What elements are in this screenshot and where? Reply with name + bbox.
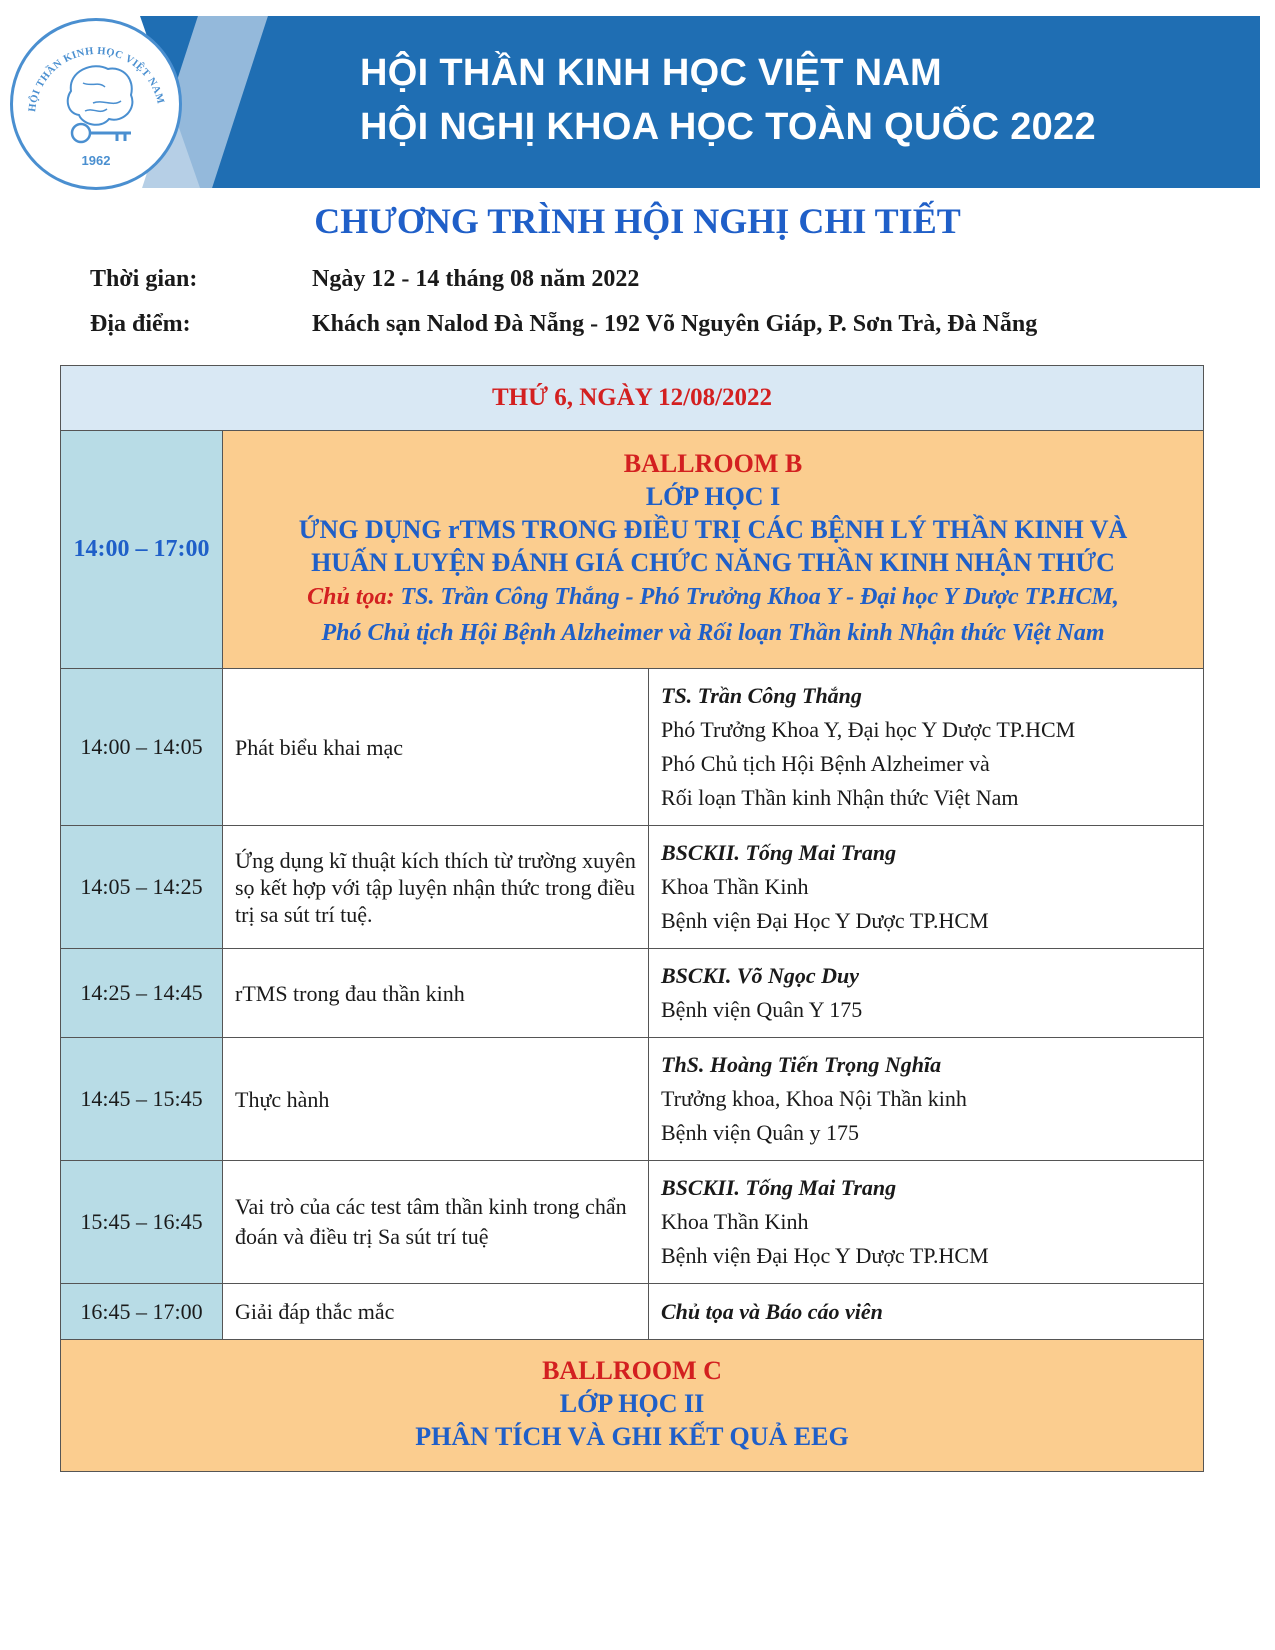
agenda-time: 14:05 – 14:25 bbox=[61, 826, 223, 949]
schedule-table bbox=[60, 365, 1203, 1472]
agenda-speaker-cell bbox=[649, 1161, 1204, 1284]
agenda-speaker-cell bbox=[649, 1284, 1204, 1340]
agenda-topic: Phát biểu khai mạc bbox=[223, 669, 649, 826]
session-row bbox=[61, 1340, 1204, 1472]
speaker-affiliation: Khoa Thần Kinh bbox=[661, 1209, 809, 1234]
table-row bbox=[61, 1161, 1204, 1284]
banner-title-line1: HỘI THẦN KINH HỌC VIỆT NAM bbox=[360, 52, 943, 94]
time-value: Ngày 12 - 14 tháng 08 năm 2022 bbox=[312, 266, 640, 292]
speaker-affiliation: Bệnh viện Quân Y 175 bbox=[661, 997, 863, 1022]
session-class: LỚP HỌC I bbox=[645, 481, 781, 511]
table-row bbox=[61, 1038, 1204, 1161]
speaker-name: TS. Trần Công Thắng bbox=[661, 683, 862, 708]
table-row bbox=[61, 669, 1204, 826]
table-row bbox=[61, 1284, 1204, 1340]
agenda-speaker-cell bbox=[649, 669, 1204, 826]
association-logo bbox=[10, 18, 182, 190]
agenda-topic: Vai trò của các test tâm thần kinh trong chẩn đoán và điều trị Sa sút trí tuệ bbox=[223, 1161, 649, 1284]
speaker-affiliation: Phó Chủ tịch Hội Bệnh Alzheimer và bbox=[661, 751, 990, 776]
session-title-line1: ỨNG DỤNG rTMS TRONG ĐIỀU TRỊ CÁC BỆNH LÝ THẦN KINH VÀ bbox=[298, 514, 1128, 544]
agenda-topic: rTMS trong đau thần kinh bbox=[223, 949, 649, 1038]
session-info-cell bbox=[61, 1340, 1204, 1472]
session-row bbox=[61, 431, 1204, 669]
speaker-affiliation: Phó Trưởng Khoa Y, Đại học Y Dược TP.HCM bbox=[661, 717, 1076, 742]
place-label: Địa điểm: bbox=[90, 311, 191, 337]
session-chair-line2: Phó Chủ tịch Hội Bệnh Alzheimer và Rối loạn Thần kinh Nhận thức Việt Nam bbox=[321, 619, 1105, 646]
session-room: BALLROOM B bbox=[623, 448, 803, 478]
agenda-time: 15:45 – 16:45 bbox=[61, 1161, 223, 1284]
agenda-time: 14:25 – 14:45 bbox=[61, 949, 223, 1038]
chair-name: TS. Trần Công Thắng - Phó Trưởng Khoa Y - Đại học Y Dược TP.HCM, bbox=[394, 583, 1119, 610]
session-class: LỚP HỌC II bbox=[559, 1389, 705, 1418]
session-info-cell bbox=[223, 431, 1204, 669]
speaker-affiliation: Rối loạn Thần kinh Nhận thức Việt Nam bbox=[661, 785, 1019, 810]
agenda-topic: Giải đáp thắc mắc bbox=[223, 1284, 649, 1340]
session-title: PHÂN TÍCH VÀ GHI KẾT QUẢ EEG bbox=[415, 1422, 849, 1451]
session-time: 14:00 – 17:00 bbox=[73, 536, 210, 562]
day-header-row bbox=[61, 366, 1204, 431]
page-title: CHƯƠNG TRÌNH HỘI NGHỊ CHI TIẾT bbox=[314, 201, 961, 241]
chair-label: Chủ tọa: bbox=[307, 583, 395, 610]
place-value: Khách sạn Nalod Đà Nẵng - 192 Võ Nguyên Giáp, P. Sơn Trà, Đà Nẵng bbox=[312, 311, 1038, 337]
logo-ring-text: HỘI THẦN KINH HỌC VIỆT NAM bbox=[27, 45, 166, 113]
session-title-line2: HUẤN LUYỆN ĐÁNH GIÁ CHỨC NĂNG THẦN KINH NHẬN THỨC bbox=[311, 547, 1115, 577]
info-time-row bbox=[90, 266, 639, 293]
agenda-speaker-cell bbox=[649, 1038, 1204, 1161]
session-chair-line1 bbox=[233, 579, 1193, 615]
table-row bbox=[61, 949, 1204, 1038]
speaker-name: Chủ tọa và Báo cáo viên bbox=[661, 1298, 883, 1324]
speaker-affiliation: Bệnh viện Đại Học Y Dược TP.HCM bbox=[661, 1243, 989, 1268]
agenda-time: 16:45 – 17:00 bbox=[61, 1284, 223, 1340]
speaker-affiliation: Khoa Thần Kinh bbox=[661, 874, 809, 899]
speaker-affiliation: Bệnh viện Đại Học Y Dược TP.HCM bbox=[661, 908, 989, 933]
info-place-row bbox=[90, 311, 1037, 338]
agenda-speaker-cell bbox=[649, 826, 1204, 949]
speaker-name: BSCKII. Tống Mai Trang bbox=[661, 840, 897, 865]
speaker-affiliation: Bệnh viện Quân y 175 bbox=[661, 1120, 859, 1145]
agenda-speaker-cell bbox=[649, 949, 1204, 1038]
agenda-time: 14:00 – 14:05 bbox=[61, 669, 223, 826]
speaker-name: BSCKII. Tống Mai Trang bbox=[661, 1175, 897, 1200]
day-header: THỨ 6, NGÀY 12/08/2022 bbox=[61, 366, 1204, 431]
speaker-name: ThS. Hoàng Tiến Trọng Nghĩa bbox=[661, 1052, 942, 1077]
agenda-topic: Ứng dụng kĩ thuật kích thích từ trường xuyên sọ kết hợp với tập luyện nhận thức trong điều trị sa sút trí tuệ. bbox=[223, 826, 649, 949]
speaker-name: BSCKI. Võ Ngọc Duy bbox=[661, 963, 860, 988]
session-room: BALLROOM C bbox=[542, 1356, 722, 1385]
banner-title-line2: HỘI NGHỊ KHOA HỌC TOÀN QUỐC 2022 bbox=[360, 106, 1096, 148]
time-label: Thời gian: bbox=[90, 266, 198, 292]
table-row bbox=[61, 826, 1204, 949]
agenda-topic: Thực hành bbox=[223, 1038, 649, 1161]
speaker-affiliation: Trưởng khoa, Khoa Nội Thần kinh bbox=[661, 1086, 967, 1111]
header-banner bbox=[0, 0, 1275, 190]
agenda-time: 14:45 – 15:45 bbox=[61, 1038, 223, 1161]
banner-background bbox=[200, 16, 1260, 188]
logo-year: 1962 bbox=[81, 153, 111, 168]
session-time-cell bbox=[61, 431, 223, 669]
